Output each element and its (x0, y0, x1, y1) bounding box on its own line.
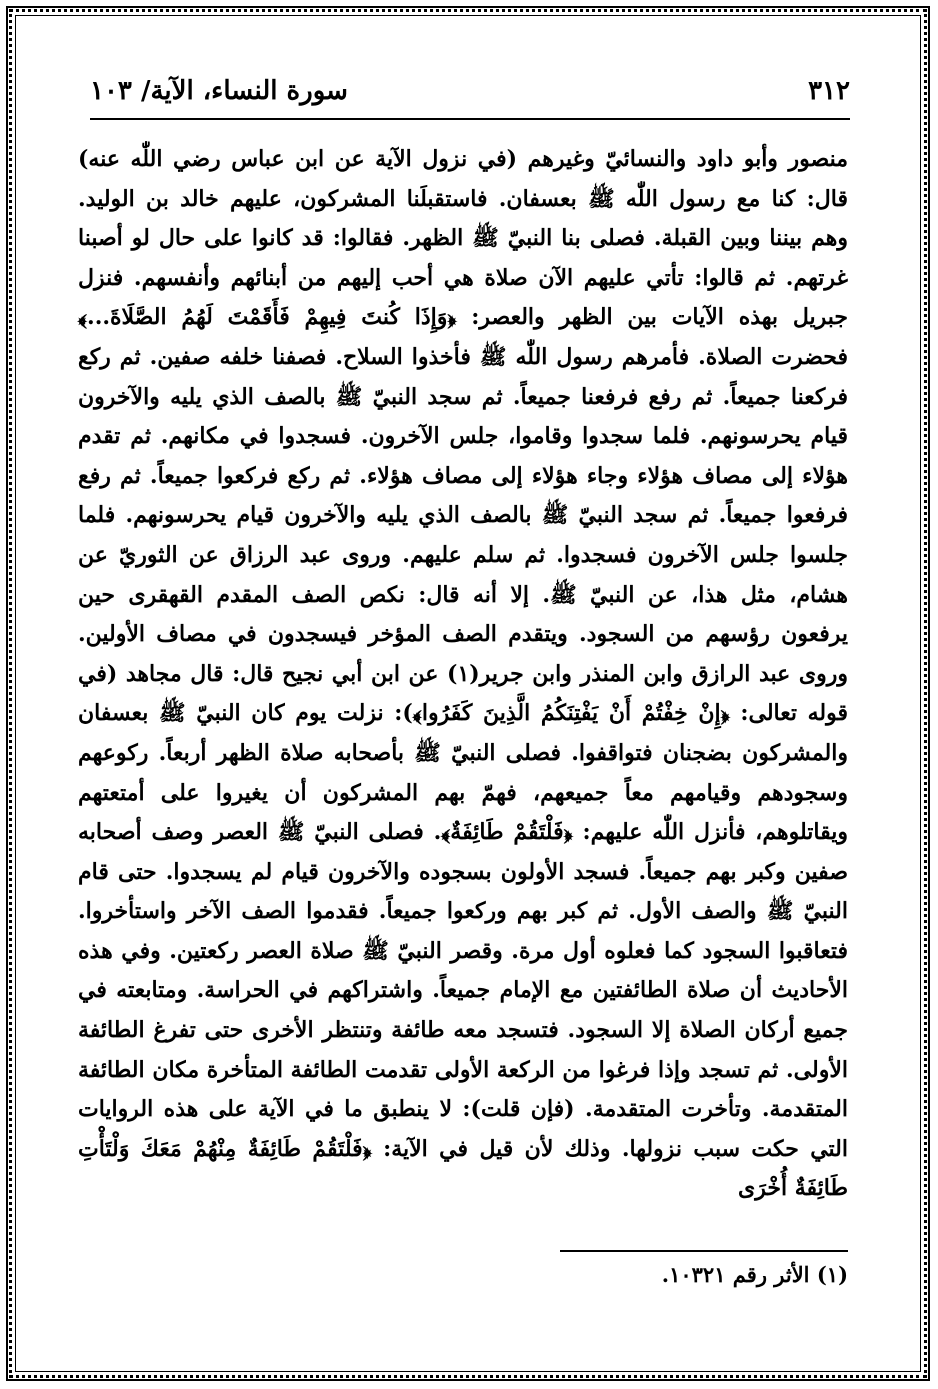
body-paragraph: منصور وأبو داود والنسائيّ وغيرهم (في نزول الآية عن ابن عباس رضي اللّٰه عنه) قال: كنا مع رسول اللّٰه ﷺ بعسفان. فاستقبلَنا المشركون، عليهم خالد بن الوليد. وهم بيننا وبين القبلة. فصلى بنا النبيّ ﷺ الظهر. فقالوا: قد كانوا على حال لو أصبنا غرتهم. ثم قالوا: تأتي عليهم الآن صلاة هي أحب إليهم من أبنائهم وأنفسهم. فنزل جبريل بهذه الآيات بين الظهر والعصر: ﴿وَإِذَا كُنتَ فِيهِمْ فَأَقَمْتَ لَهُمُ الصَّلَاةَ...﴾ فحضرت الصلاة. فأمرهم رسول اللّٰه ﷺ فأخذوا السلاح. فصفنا خلفه صفين. ثم ركع فركعنا جميعاً. ثم رفع فرفعنا جميعاً. ثم سجد النبيّ ﷺ بالصف الذي يليه والآخرون قيام يحرسونهم. فلما سجدوا وقاموا، جلس الآخرون. فسجدوا في مكانهم. ثم تقدم هؤلاء إلى مصاف هؤلاء وجاء هؤلاء إلى مصاف هؤلاء. ثم ركع فركعوا جميعاً. ثم رفع فرفعوا جميعاً. ثم سجد النبيّ ﷺ بالصف الذي يليه والآخرون قيام يحرسونهم. فلما جلسوا جلس الآخرون فسجدوا. ثم سلم عليهم. وروى عبد الرزاق عن الثوريّ عن هشام، مثل هذا، عن النبيّ ﷺ. إلا أنه قال: نكص الصف المقدم القهقرى حين يرفعون رؤسهم من السجود. ويتقدم الصف المؤخر فيسجدون في مصاف الأولين. وروى عبد الرازق وابن المنذر وابن جرير(١) عن ابن أبي نجيح قال: قال مجاهد (في قوله تعالى: ﴿إِنْ خِفْتُمْ أَنْ يَفْتِنَكُمُ الَّذِينَ كَفَرُوا﴾): نزلت يوم كان النبيّ ﷺ بعسفان والمشركون بضجنان فتواقفوا. فصلى النبيّ ﷺ بأصحابه صلاة الظهر أربعاً. ركوعهم وسجودهم وقيامهم معاً جميعهم، فهمّ بهم المشركون أن يغيروا على أمتعتهم ويقاتلوهم، فأنزل اللّٰه عليهم: ﴿فَلْتَقُمْ طَائِفَةٌ﴾. فصلى النبيّ ﷺ العصر وصف أصحابه صفين وكبر بهم جميعاً. فسجد الأولون بسجوده والآخرون قيام لم يسجدوا. حتى قام النبيّ ﷺ والصف الأول. ثم كبر بهم وركعوا جميعاً. فقدموا الصف الآخر واستأخروا. فتعاقبوا السجود كما فعلوه أول مرة. وقصر النبيّ ﷺ صلاة العصر ركعتين. وفي هذه الأحاديث أن صلاة الطائفتين مع الإمام جميعاً. واشتراكهم في الحراسة. ومتابعته في جميع أركان الصلاة إلا السجود. فتسجد معه طائفة وتنتظر الأخرى حتى تفرغ الطائفة الأولى. ثم تسجد وإذا فرغوا من الركعة الأولى تقدمت الطائفة المتأخرة مكان الطائفة المتقدمة. وتأخرت المتقدمة. (فإن قلت): لا ينطبق ما في الآية على هذه الروايات التي حكت سبب نزولها. وذلك لأن قيل في الآية: ﴿فَلْتَقُمْ طَائِفَةٌ مِنْهُمْ مَعَكَ وَلْتَأْتِ طَائِفَةٌ أُخْرَى (78, 146, 848, 1202)
running-title: سورة النساء، الآية/ ١٠٣ (90, 76, 348, 106)
main-text (78, 140, 848, 1209)
page-header (90, 72, 850, 120)
page-number: ٣١٢ (808, 76, 850, 106)
footnote-separator (560, 1250, 848, 1252)
footnote: (١) الأثر رقم ١٠٣٢١. (661, 1262, 848, 1287)
